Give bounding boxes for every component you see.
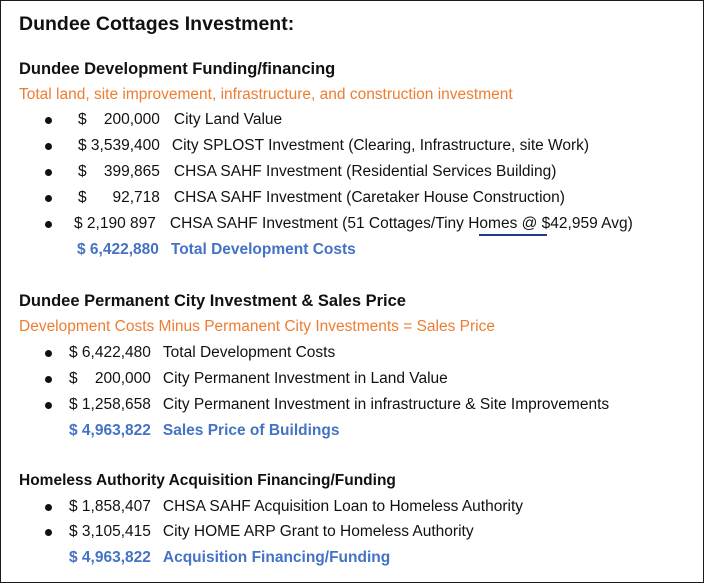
item-amount: $ 92,718 — [78, 189, 160, 206]
list-item — [45, 344, 335, 362]
list-item — [45, 111, 282, 129]
item-label: CHSA SAHF Investment (Caretaker House Construction) — [173, 189, 565, 206]
list-item — [45, 137, 589, 155]
bullet-icon — [45, 195, 52, 202]
document-title: Dundee Cottages Investment: — [19, 13, 295, 35]
bullet-icon — [45, 529, 52, 536]
item-label: City Land Value — [173, 111, 283, 128]
item-label: City SPLOST Investment (Clearing, Infrastructure, site Work) — [171, 137, 590, 154]
item-amount: $ 3,105,415 — [69, 523, 151, 540]
item-amount: $ 200,000 — [78, 111, 160, 128]
bullet-icon — [45, 143, 52, 150]
item-label: Total Development Costs — [162, 344, 336, 361]
item-underlined-row — [69, 523, 474, 541]
item-label: City HOME ARP Grant to Homeless Authority — [162, 523, 474, 540]
total-acquisition-financing — [69, 549, 390, 567]
total-label: Total Development Costs — [170, 241, 356, 258]
section-heading-development-funding: Dundee Development Funding/financing — [19, 60, 336, 78]
total-amount: $ 6,422,880 — [77, 241, 159, 258]
item-amount: $ 2,190 897 — [74, 215, 156, 232]
item-label: City Permanent Investment in infrastructure & Site Improvements — [162, 396, 610, 413]
total-label: Sales Price of Buildings — [162, 422, 340, 439]
section-heading-acquisition: Homeless Authority Acquisition Financing/Funding — [19, 472, 396, 489]
bullet-icon — [45, 221, 52, 228]
item-label: CHSA SAHF Acquisition Loan to Homeless Authority — [162, 498, 524, 515]
list-item — [45, 396, 609, 414]
item-underlined-row — [69, 396, 609, 414]
list-item — [45, 370, 448, 388]
spellcheck-underline — [479, 234, 547, 236]
item-amount: $ 6,422,480 — [69, 344, 151, 361]
section-heading-city-investment: Dundee Permanent City Investment & Sales Price — [19, 292, 406, 310]
total-amount: $ 4,963,822 — [69, 422, 151, 439]
item-amount: $ 3,539,400 — [78, 137, 160, 154]
item-amount: $ 399,865 — [78, 163, 160, 180]
item-amount: $ 1,258,658 — [69, 396, 151, 413]
list-item — [45, 163, 556, 181]
list-item — [45, 498, 523, 516]
total-sales-price — [69, 422, 339, 440]
item-amount: $ 1,858,407 — [69, 498, 151, 515]
section-subheading-development-funding: Total land, site improvement, infrastructure, and construction investment — [19, 86, 513, 103]
total-development-costs — [77, 241, 356, 259]
list-item — [45, 189, 565, 207]
bullet-icon — [45, 350, 52, 357]
item-amount: $ 200,000 — [69, 370, 151, 387]
item-label: CHSA SAHF Investment (51 Cottages/Tiny Homes @ $42,959 Avg) — [169, 215, 633, 232]
list-item — [45, 523, 474, 541]
total-amount: $ 4,963,822 — [69, 549, 151, 566]
item-label: CHSA SAHF Investment (Residential Services Building) — [173, 163, 557, 180]
total-label: Acquisition Financing/Funding — [162, 549, 391, 566]
bullet-icon — [45, 402, 52, 409]
list-item — [45, 215, 633, 233]
section-subheading-city-investment: Development Costs Minus Permanent City Investments = Sales Price — [19, 318, 495, 335]
bullet-icon — [45, 376, 52, 383]
bullet-icon — [45, 169, 52, 176]
item-label: City Permanent Investment in Land Value — [162, 370, 448, 387]
bullet-icon — [45, 504, 52, 511]
item-underlined-row — [74, 215, 633, 233]
bullet-icon — [45, 117, 52, 124]
